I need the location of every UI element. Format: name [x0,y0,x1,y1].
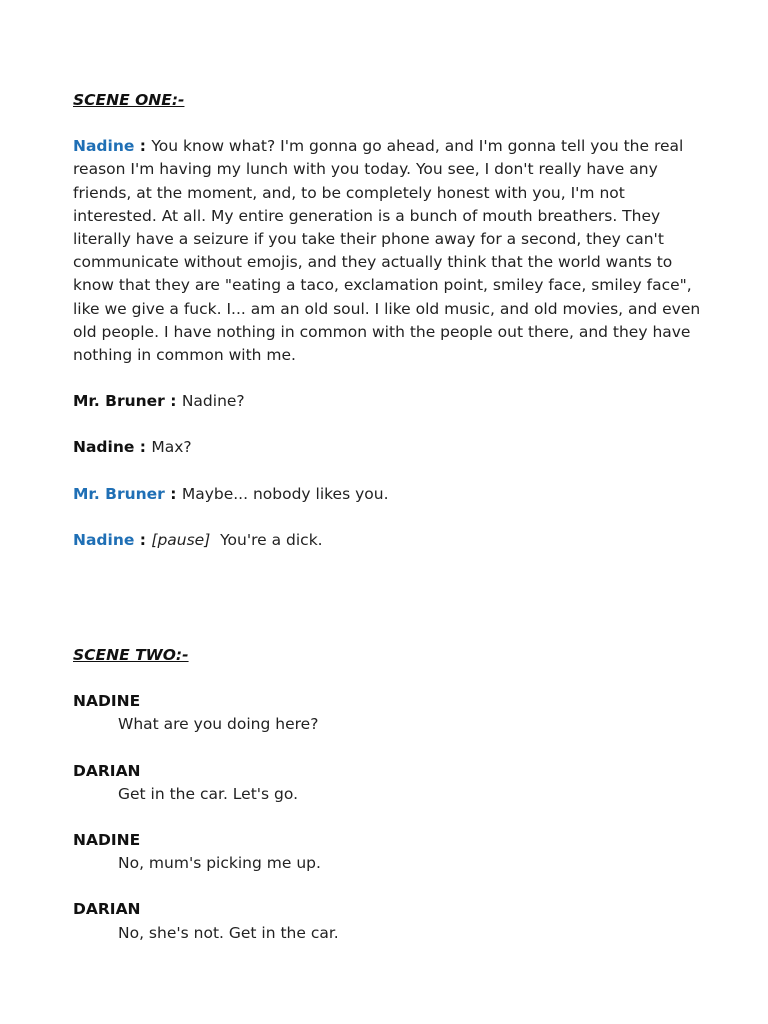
character-cue: NADINE [73,831,141,850]
dialogue-text: Maybe... nobody likes you. [181,484,389,503]
dialogue-line-1 [73,135,703,367]
character-cue: DARIAN [73,761,141,780]
speaker-separator: : [164,484,182,503]
cue-dialogue: What are you doing here? [118,715,319,734]
dialogue-text: Max? [151,438,192,457]
character-cue: NADINE [73,692,141,711]
speaker-separator: : [134,137,152,156]
dialogue-text: You're a dick. [220,530,323,549]
scene-one-heading: SCENE ONE:- [73,91,185,109]
cue-dialogue: No, she's not. Get in the car. [118,923,339,942]
speaker-name: Nadine [73,530,135,549]
cue-block-3 [73,829,703,875]
script-page [73,89,703,945]
speaker-separator: : [134,438,152,457]
cue-block-4 [73,898,703,944]
dialogue-line-2 [73,390,703,413]
cue-dialogue: Get in the car. Let's go. [118,784,299,803]
speaker-separator: : [164,392,182,411]
dialogue-text: Nadine? [181,392,245,411]
character-cue: DARIAN [73,900,141,919]
dialogue-line-3 [73,436,703,459]
cue-block-2 [73,760,703,806]
speaker-name: Nadine [73,137,135,156]
dialogue-line-4 [73,483,703,506]
dialogue-text: You know what? I'm gonna go ahead, and I'm gonna tell you the real reason I'm having my lunch with you today. You see, I don't really have any friends, at the moment, and, to be completely honest with you, I'm not interested. At all. My entire generation is a bunch of mouth breathers. They literally have a seizure if you take their phone away for a second, they can't communicate without emojis, and they actually think that the world wants to know that they are "eating a taco, exclamation point, smiley face, smiley face", like we give a fuck. I... am an old soul. I like old music, and old movies, and even old people. I have nothing in common with the people out there, and they have nothing in common with me. [73,137,701,365]
parenthetical: [pause] [151,530,211,549]
cue-dialogue: No, mum's picking me up. [118,854,321,873]
cue-block-1 [73,690,703,736]
speaker-name: Nadine [73,438,135,457]
speaker-name: Mr. Bruner [73,392,165,411]
scene-two-heading: SCENE TWO:- [73,646,189,665]
speaker-separator: : [134,530,152,549]
dialogue-line-5 [73,529,703,552]
speaker-name: Mr. Bruner [73,484,165,503]
